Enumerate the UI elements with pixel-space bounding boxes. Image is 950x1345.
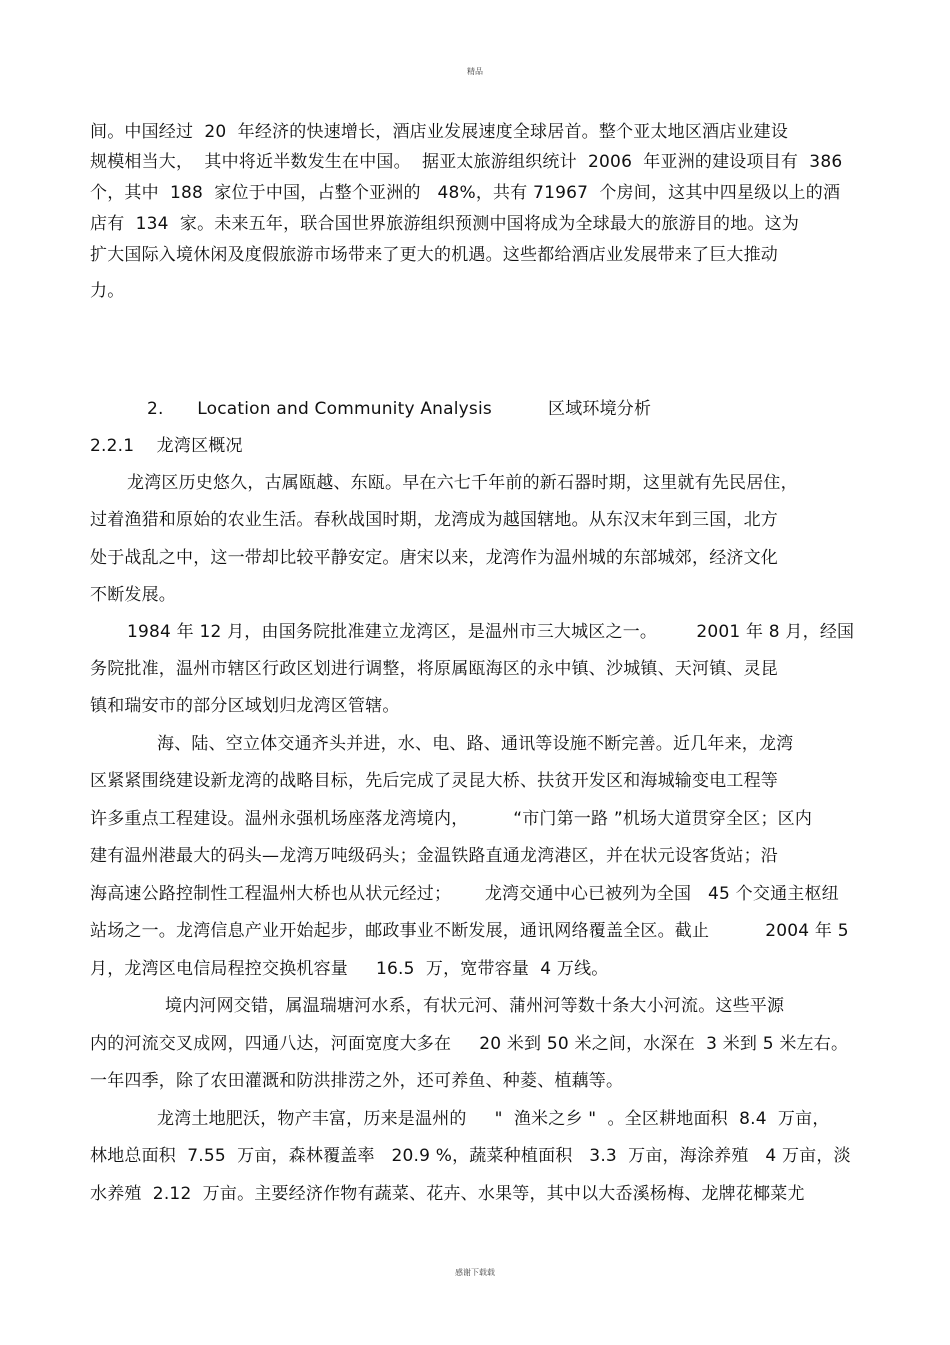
text-line: 务院批准，温州市辖区行政区划进行调整，将原属瓯海区的永中镇、沙城镇、天河镇、灵昆: [90, 659, 778, 679]
text-line: 1984 年 12 月，由国务院批准建立龙湾区，是温州市三大城区之一。 2001 年 8 月，经国: [127, 622, 855, 642]
text-line: 站场之一。龙湾信息产业开始起步，邮政事业不断发展，通讯网络覆盖全区。截止 2004 年 5: [90, 921, 849, 941]
text-line: 月，龙湾区电信局程控交换机容量 16.5 万，宽带容量 4 万线。: [90, 959, 609, 979]
text-line: 店有 134 家。未来五年，联合国世界旅游组织预测中国将成为全球最大的旅游目的地。这为: [90, 214, 800, 234]
subsection-heading: 2.2.1 龙湾区概况: [90, 436, 243, 456]
text-line: 海、陆、空立体交通齐头并进，水、电、路、通讯等设施不断完善。近几年来，龙湾: [157, 734, 794, 754]
text-line: 过着渔猎和原始的农业生活。春秋战国时期，龙湾成为越国辖地。从东汉末年到三国，北方: [90, 510, 778, 530]
text-line: 个，其中 188 家位于中国，占整个亚洲的 48%，共有 71967 个房间，这其中四星级以上的酒: [90, 183, 841, 203]
text-line: 建有温州港最大的码头—龙湾万吨级码头；金温铁路直通龙湾港区，并在状元设客货站；沿: [90, 846, 778, 866]
text-line: 境内河网交错，属温瑞塘河水系，有状元河、蒲州河等数十条大小河流。这些平源: [165, 996, 785, 1016]
text-line: 海高速公路控制性工程温州大桥也从状元经过； 龙湾交通中心已被列为全国 45 个交通主枢纽: [90, 884, 839, 904]
section-heading: 2. Location and Community Analysis 区域环境分析: [147, 399, 652, 419]
text-line: 水养殖 2.12 万亩。主要经济作物有蔬菜、花卉、水果等，其中以大岙溪杨梅、龙牌花椰菜尤: [90, 1184, 805, 1204]
page-footer: 感谢下载载: [455, 1268, 495, 1277]
text-line: 林地总面积 7.55 万亩，森林覆盖率 20.9 %，蔬菜种植面积 3.3 万亩，海涂养殖 4 万亩，淡: [90, 1146, 851, 1166]
text-line: 处于战乱之中，这一带却比较平静安定。唐宋以来，龙湾作为温州城的东部城郊，经济文化: [90, 548, 778, 568]
text-line: 间。中国经过 20 年经济的快速增长，酒店业发展速度全球居首。整个亚太地区酒店业建设: [90, 122, 789, 142]
text-line: 内的河流交叉成网，四通八达，河面宽度大多在 20 米到 50 米之间，水深在 3 米到 5 米左右。: [90, 1034, 849, 1054]
text-line: 不断发展。: [90, 585, 176, 605]
text-line: 规模相当大， 其中将近半数发生在中国。 据亚太旅游组织统计 2006 年亚洲的建设项目有 386: [90, 152, 843, 172]
text-line: 许多重点工程建设。温州永强机场座落龙湾境内， “市门第一路 ”机场大道贯穿全区；区内: [90, 809, 813, 829]
text-line: 龙湾区历史悠久，古属瓯越、东瓯。早在六七千年前的新石器时期，这里就有先民居住，: [127, 473, 798, 493]
text-line: 龙湾土地肥沃，物产丰富，历来是温州的 " 渔米之乡 " 。全区耕地面积 8.4 万亩，: [157, 1109, 830, 1129]
page-header: 精品: [467, 67, 483, 76]
text-line: 力。: [90, 281, 125, 301]
text-line: 区紧紧围绕建设新龙湾的战略目标，先后完成了灵昆大桥、扶贫开发区和海城输变电工程等: [90, 771, 778, 791]
text-line: 一年四季，除了农田灌溉和防洪排涝之外，还可养鱼、种菱、植藕等。: [90, 1071, 624, 1091]
text-line: 扩大国际入境休闲及度假旅游市场带来了更大的机遇。这些都给酒店业发展带来了巨大推动: [90, 245, 778, 265]
text-line: 镇和瑞安市的部分区域划归龙湾区管辖。: [90, 696, 400, 716]
